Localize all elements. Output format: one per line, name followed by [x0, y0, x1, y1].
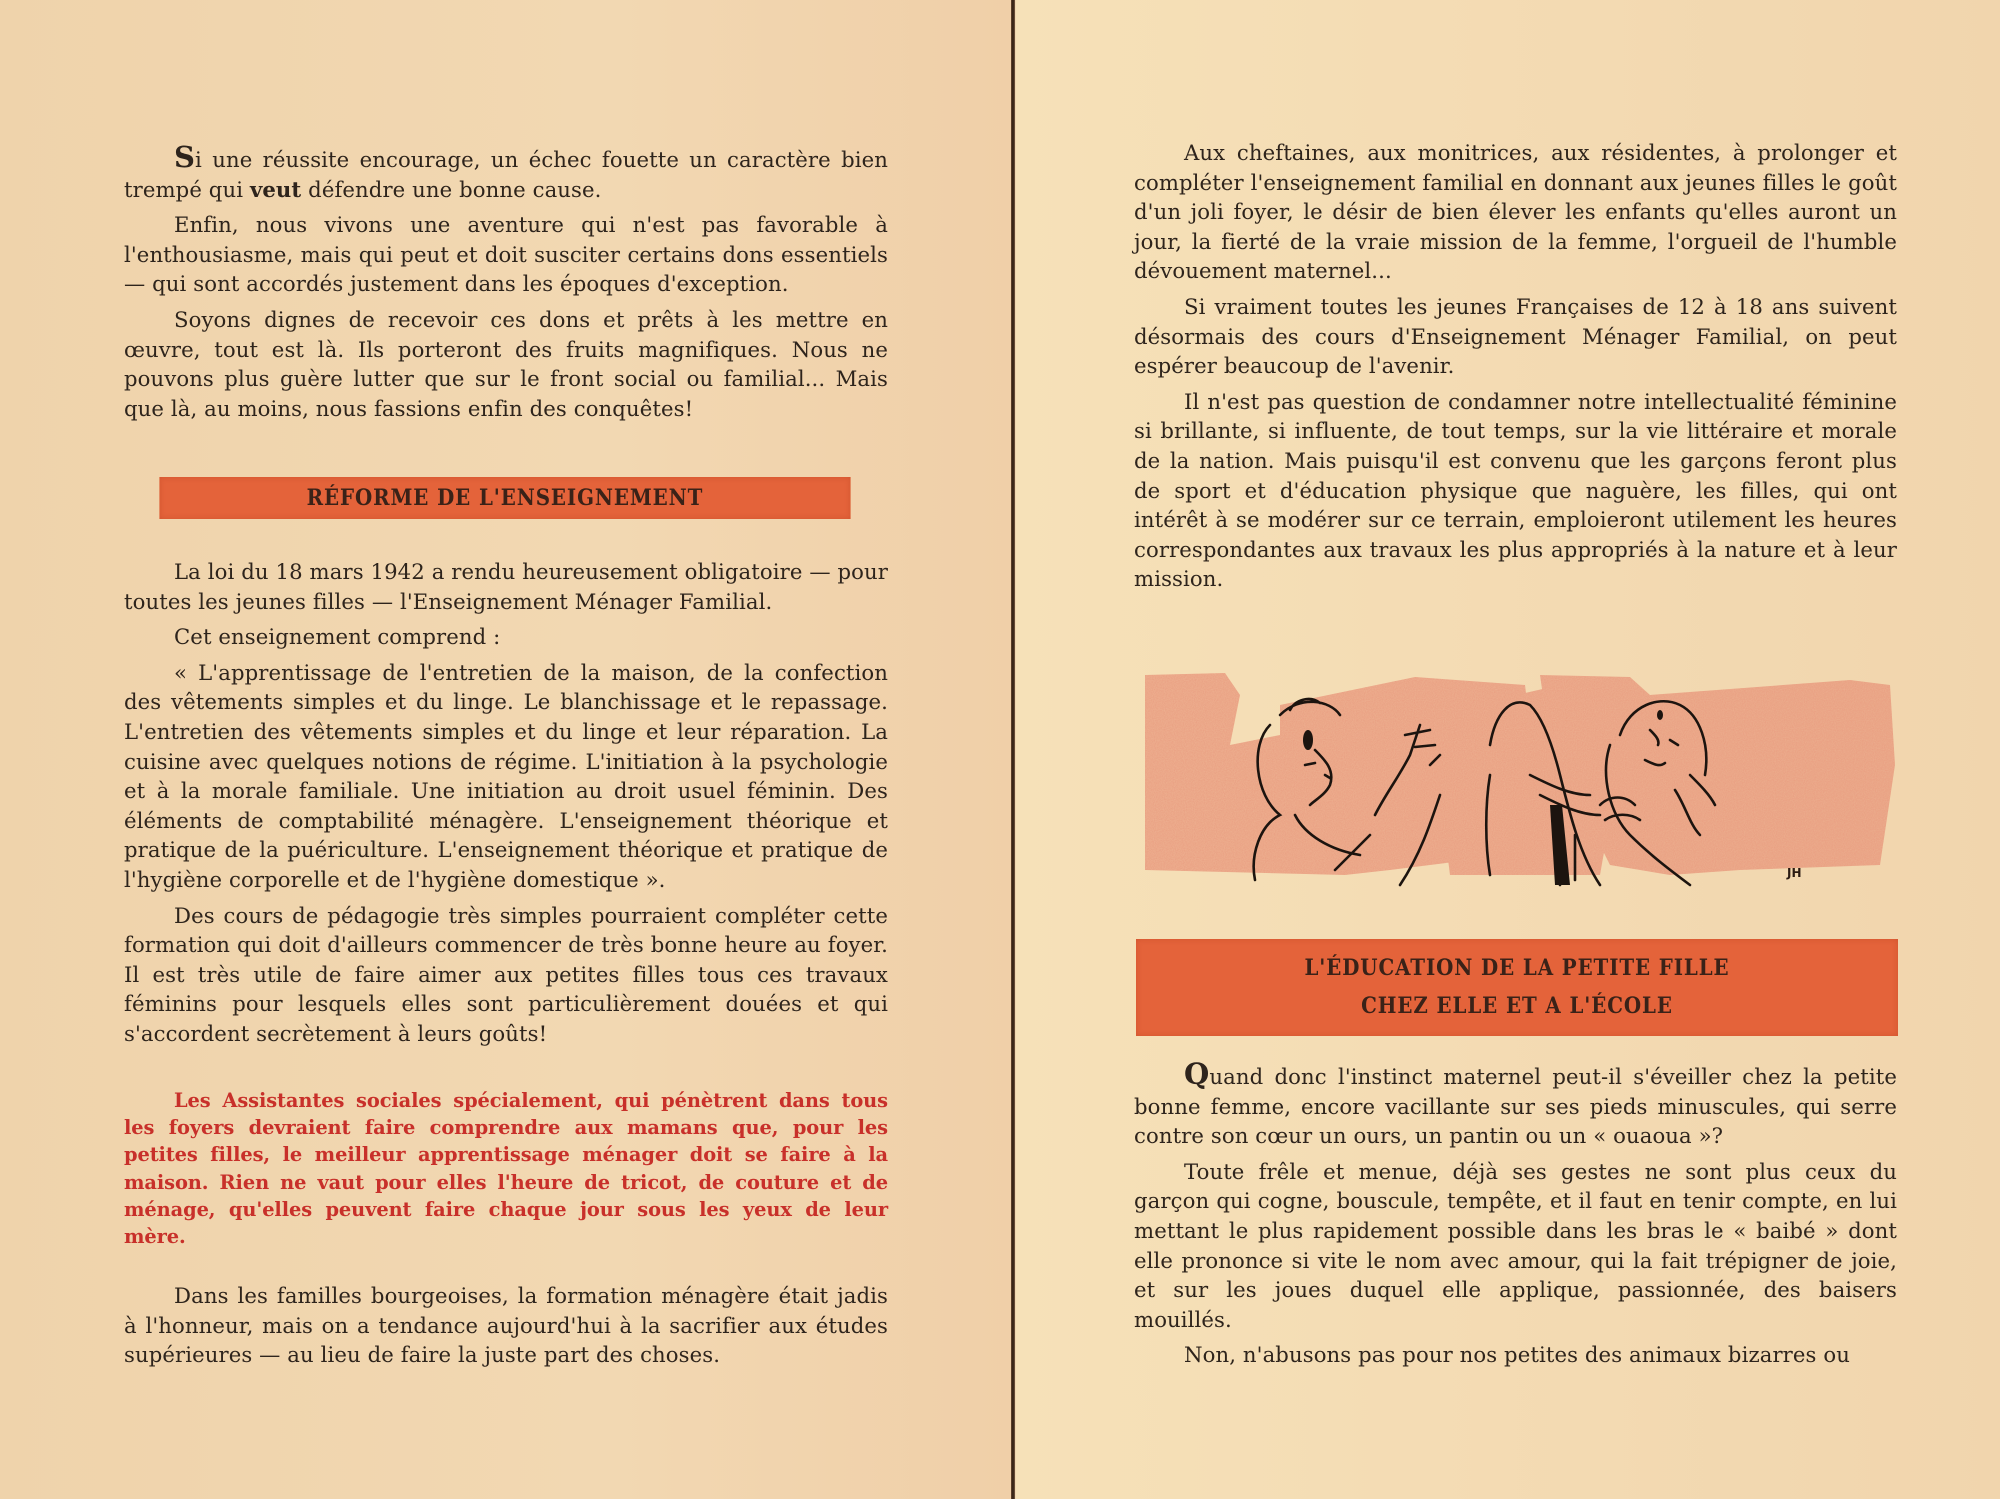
emphasis-paragraph: Les Assistantes sociales spécialement, qui pénètrent dans tous les foyers devraient faire comprendre aux mamans que, pour les petites filles, le meilleur apprentissage ménager doit se faire à la maison. Rien ne vaut pour elles l'heure de tricot, de couture et de ménage, qu'elles peuvent faire chaque jour sous les yeux de leur mère. — [124, 1089, 888, 1249]
right-top-text — [1134, 138, 1897, 600]
text-run: i une réussite encourage, un échec fouette un caractère bien trempé qui — [124, 147, 888, 202]
paragraph: Dans les familles bourgeoises, la formation ménagère était jadis à l'honneur, mais on a tendance aujourd'hui à la sacrifier aux études supérieures — au lieu de faire la juste part des choses. — [124, 1283, 888, 1368]
paragraph: La loi du 18 mars 1942 a rendu heureusement obligatoire — pour toutes les jeunes filles — l'Enseignement Ménager Familial. — [124, 559, 888, 614]
heading-line-1: L'ÉDUCATION DE LA PETITE FILLE — [1304, 955, 1730, 981]
bold-word: veut — [249, 176, 302, 202]
text-run: uand donc l'instinct maternel peut-il s'éveiller chez la petite bonne femme, encore vacillante sur ses pieds minuscules, qui serre contre son cœur un ours, un pantin ou un « ouaoua »? — [1134, 1064, 1897, 1149]
left-intro-text — [124, 140, 888, 429]
text-run: défendre une bonne cause. — [301, 176, 602, 202]
right-section-text — [1134, 1057, 1897, 1376]
paragraph: Cet enseignement comprend : — [174, 624, 501, 650]
dropcap: S — [174, 140, 196, 174]
section-heading-education — [1136, 939, 1898, 1036]
illustrator-signature: JH — [1787, 866, 1802, 880]
paragraph: Il n'est pas question de condamner notre intellectualité féminine si brillante, si influente, de tout temps, sur la vie littéraire et morale de la nation. Mais puisqu'il est convenu que les garçons feront plus de sport et d'éducation physique que naguère, les filles, qui ont intérêt à se modérer sur ce terrain, emploieront utilement les heures correspondantes aux travaux les plus appropriés à la nature et à leur mission. — [1134, 388, 1897, 592]
paragraph: Non, n'abusons pas pour nos petites des animaux bizarres ou — [1184, 1342, 1850, 1368]
paragraph: Aux cheftaines, aux monitrices, aux résidentes, à prolonger et compléter l'enseignement familial en donnant aux jeunes filles le goût d'un joli foyer, le désir de bien élever les enfants qu'elles auront un jour, la fierté de la vraie mission de la femme, l'orgueil de l'humble dévouement maternel... — [1134, 140, 1897, 284]
paragraph: Des cours de pédagogie très simples pourraient compléter cette formation qui doit d'ailleurs commencer de très bonne heure au foyer. Il est très utile de faire aimer aux petites filles tous ces travaux féminins pour lesquels elles sont particulièrement douées et qui s'accordent secrètement à leurs goûts! — [124, 902, 888, 1046]
paragraph: Si vraiment toutes les jeunes Françaises de 12 à 18 ans suivent désormais des cours d'Enseignement Ménager Familial, on peut espérer beaucoup de l'avenir. — [1134, 293, 1897, 379]
illustration-icon — [1130, 655, 1902, 895]
paragraph: Enfin, nous vivons une aventure qui n'est pas favorable à l'enthousiasme, mais qui peut et doit susciter certains dons essentiels — qui sont accordés justement dans les époques d'exception. — [124, 212, 888, 297]
left-section-text — [124, 557, 888, 1055]
paragraph: Toute frêle et menue, déjà ses gestes ne sont plus ceux du garçon qui cogne, bouscule, tempête, et il faut en tenir compte, en lui mettant le plus rapidement possible dans les bras le « baibé » dont elle prononce si vite le nom avec amour, qui la fait trépigner de joie, et sur les joues duquel elle applique, passionnée, des baisers mouillés. — [1134, 1158, 1897, 1332]
dropcap: Q — [1184, 1057, 1210, 1091]
paragraph: Soyons dignes de recevoir ces dons et prêts à les mettre en œuvre, tout est là. Ils porteront des fruits magnifiques. Nous ne pouvons plus guère lutter que sur le front social ou familial... Mais que là, au moins, nous fassions enfin des conquêtes! — [124, 306, 888, 421]
section-heading-reforme: RÉFORME DE L'ENSEIGNEMENT — [159, 477, 850, 519]
heading-line-2: CHEZ ELLE ET A L'ÉCOLE — [1361, 993, 1673, 1019]
paragraph: « L'apprentissage de l'entretien de la maison, de la confection des vêtements simples et du linge. Le blanchissage et le repassage. L'entretien des vêtements simples et du linge et leur réparation. La cuisine avec quelques notions de régime. L'initiation à la psychologie et à la morale familiale. Une initiation au droit usuel féminin. Des éléments de comptabilité ménagère. L'enseignement théorique et pratique de la puériculture. L'enseignement théorique et pratique de l'hygiène corporelle et de l'hygiène domestique ». — [124, 659, 888, 892]
paragraph — [1134, 1057, 1897, 1151]
emphasis-text — [124, 1087, 888, 1256]
left-closing-text — [124, 1281, 888, 1376]
book-spine — [1011, 0, 1015, 1499]
two-girls-knitting-illustration — [1130, 655, 1902, 895]
paragraph — [124, 140, 888, 204]
